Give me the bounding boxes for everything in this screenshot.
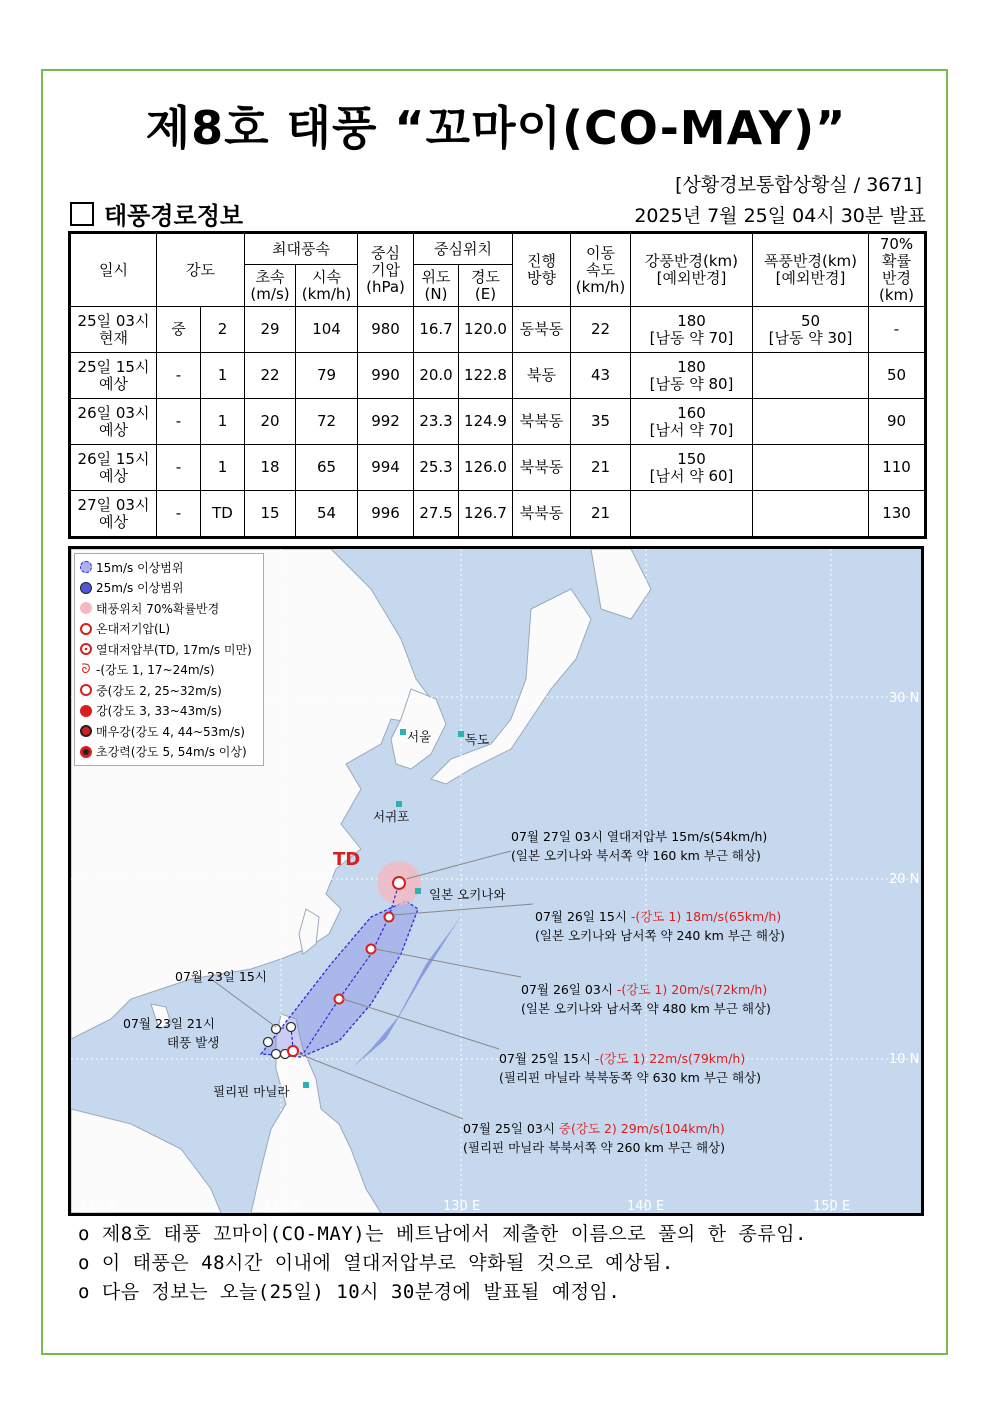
legend-item: 온대저기압(L) [80, 619, 258, 640]
range-15-icon [80, 561, 92, 573]
callout-26-15: 07월 26일 15시 -(강도 1) 18m/s(65km/h) (일본 오키나와 남서쪽 약 240 km 부근 해상) [535, 909, 785, 943]
cell-time: 25일 03시 현재 [70, 307, 157, 353]
cell-speed: 22 [571, 307, 631, 353]
cell-dir: 동북동 [513, 307, 571, 353]
cell-time: 27일 03시 예상 [70, 491, 157, 538]
intensity-2-icon [80, 684, 92, 696]
map-legend [74, 553, 264, 766]
notes [78, 1220, 807, 1307]
cell-level: 1 [201, 445, 245, 491]
cell-dir: 북북동 [513, 491, 571, 538]
header-direction: 진행 방향 [513, 233, 571, 307]
checkbox-icon [70, 202, 94, 226]
cell-strong: 160 [남서 약 70] [631, 399, 753, 445]
typhoon-icon-current [288, 1046, 298, 1056]
cell-speed: 43 [571, 353, 631, 399]
intensity-3-icon [80, 705, 92, 717]
cell-kmh: 65 [296, 445, 358, 491]
cell-strong: 180 [남동 약 80] [631, 353, 753, 399]
past-label-1: 07월 23일 15시 [175, 969, 267, 984]
cell-speed: 21 [571, 491, 631, 538]
legend-item: 열대저압부(TD, 17m/s 미만) [80, 639, 258, 660]
place-manila: 필리핀 마닐라 [213, 1084, 290, 1099]
cell-lat: 20.0 [414, 353, 459, 399]
cell-storm: 50 [남동 약 30] [753, 307, 869, 353]
cell-dir: 북북동 [513, 445, 571, 491]
header-speed: 이동 속도 (km/h) [571, 233, 631, 307]
lon-label-120: 120 E [263, 1199, 301, 1214]
lat-label-10: 10 N [889, 1052, 920, 1067]
note-line: o 제8호 태풍 꼬마이(CO-MAY)는 베트남에서 제출한 이름으로 풀의 한 종류임. [78, 1223, 807, 1245]
note-line: o 이 태풍은 48시간 이내에 열대저압부로 약화될 것으로 예상됨. [78, 1252, 674, 1274]
legend-item: 25m/s 이상범위 [80, 578, 258, 599]
cell-hpa: 980 [358, 307, 414, 353]
issued-time: 2025년 7월 25일 04시 30분 발표 [634, 205, 926, 227]
section-title: 태풍경로정보 [104, 202, 244, 230]
cell-lon: 126.0 [459, 445, 513, 491]
header-position: 중심위치 [414, 233, 513, 265]
callout-26-03: 07월 26일 03시 -(강도 1) 20m/s(72km/h) (일본 오키나와 남서쪽 약 480 km 부근 해상) [521, 982, 771, 1016]
cell-lat: 23.3 [414, 399, 459, 445]
cell-intensity: - [157, 353, 201, 399]
cell-lat: 25.3 [414, 445, 459, 491]
lat-label-30: 30 N [889, 691, 920, 706]
cell-level: 1 [201, 353, 245, 399]
cell-level: 2 [201, 307, 245, 353]
cell-ms: 22 [245, 353, 296, 399]
cell-lon: 122.8 [459, 353, 513, 399]
cell-lat: 16.7 [414, 307, 459, 353]
header-intensity: 강도 [157, 233, 245, 307]
cell-kmh: 54 [296, 491, 358, 538]
cell-lon: 124.9 [459, 399, 513, 445]
cell-time: 25일 15시 예상 [70, 353, 157, 399]
header-strong-radius: 강풍반경(km) [예외반경] [631, 233, 753, 307]
cell-kmh: 72 [296, 399, 358, 445]
cell-prob: - [869, 307, 926, 353]
cell-speed: 35 [571, 399, 631, 445]
typhoon-icon-25-15 [335, 995, 344, 1004]
past-label-2a: 07월 23일 21시 [123, 1016, 215, 1031]
legend-item: 중(강도 2, 25~32m/s) [80, 680, 258, 701]
cell-strong [631, 491, 753, 538]
header-lat: 위도 (N) [414, 265, 459, 307]
cell-kmh: 104 [296, 307, 358, 353]
cell-storm [753, 491, 869, 538]
cell-intensity: - [157, 491, 201, 538]
cell-storm [753, 445, 869, 491]
range-25-icon [80, 582, 92, 594]
cell-dir: 북북동 [513, 399, 571, 445]
cell-lon: 126.7 [459, 491, 513, 538]
lon-label-150: 150 E [813, 1199, 851, 1214]
cell-lon: 120.0 [459, 307, 513, 353]
td-label: TD [333, 849, 361, 870]
intensity-4-icon [80, 725, 92, 737]
legend-item: 태풍위치 70%확률반경 [80, 598, 258, 619]
callout-25-15: 07월 25일 15시 -(강도 1) 22m/s(79km/h) (필리핀 마닐라 북북동쪽 약 630 km 부근 해상) [499, 1051, 761, 1085]
cell-time: 26일 15시 예상 [70, 445, 157, 491]
lat-label-20: 20 N [889, 872, 920, 887]
table-row [70, 399, 926, 445]
cell-hpa: 996 [358, 491, 414, 538]
header-kmh: 시속 (km/h) [296, 265, 358, 307]
header-ms: 초속 (m/s) [245, 265, 296, 307]
extratropical-icon [80, 623, 92, 635]
cell-intensity: - [157, 445, 201, 491]
table-row [70, 491, 926, 538]
cell-prob: 110 [869, 445, 926, 491]
cell-dir: 북동 [513, 353, 571, 399]
legend-item: 초강력(강도 5, 54m/s 이상) [80, 742, 258, 763]
lon-label-140: 140 E [627, 1199, 665, 1214]
cell-intensity: 중 [157, 307, 201, 353]
cell-ms: 18 [245, 445, 296, 491]
note-line: o 다음 정보는 오늘(25일) 10시 30분경에 발표될 예정임. [78, 1281, 621, 1303]
cell-storm [753, 399, 869, 445]
cell-strong: 180 [남동 약 70] [631, 307, 753, 353]
cell-storm [753, 353, 869, 399]
lon-label-110: 110 E [79, 1199, 117, 1214]
table-row [70, 445, 926, 491]
legend-item: ᘐ -(강도 1, 17~24m/s) [81, 661, 215, 678]
table-row [70, 307, 926, 353]
place-dokdo: 독도 [465, 732, 490, 747]
cell-prob: 50 [869, 353, 926, 399]
header-prob: 70% 확률 반경 (km) [869, 233, 926, 307]
header-storm-radius: 폭풍반경(km) [예외반경] [753, 233, 869, 307]
legend-item: 매우강(강도 4, 44~53m/s) [80, 721, 258, 742]
typhoon-table [68, 231, 927, 539]
td-legend-icon [80, 643, 92, 655]
cell-ms: 15 [245, 491, 296, 538]
cell-hpa: 994 [358, 445, 414, 491]
cell-strong: 150 [남서 약 60] [631, 445, 753, 491]
header-time: 일시 [70, 233, 157, 307]
header-max-wind: 최대풍속 [245, 233, 358, 265]
table-row [70, 353, 926, 399]
typhoon-icon-26-15 [385, 913, 394, 922]
cell-hpa: 990 [358, 353, 414, 399]
cell-kmh: 79 [296, 353, 358, 399]
callout-25-03: 07월 25일 03시 중(강도 2) 29m/s(104km/h) (필리핀 마닐라 북북서쪽 약 260 km 부근 해상) [463, 1121, 725, 1155]
callout-27-03: 07월 27일 03시 열대저압부 15m/s(54km/h) (일본 오키나와 북서쪽 약 160 km 부근 해상) [511, 829, 768, 863]
cell-level: TD [201, 491, 245, 538]
probability-icon [80, 602, 92, 614]
cell-ms: 29 [245, 307, 296, 353]
intensity-5-icon [80, 746, 92, 758]
cell-prob: 90 [869, 399, 926, 445]
header-lon: 경도 (E) [459, 265, 513, 307]
cell-level: 1 [201, 399, 245, 445]
cell-lat: 27.5 [414, 491, 459, 538]
cell-time: 26일 03시 예상 [70, 399, 157, 445]
section-heading [70, 196, 243, 231]
cell-intensity: - [157, 399, 201, 445]
header-pressure: 중심 기압 (hPa) [358, 233, 414, 307]
place-seogwipo: 서귀포 [373, 809, 410, 824]
office-label: [상황경보통합상황실 / 3671] [675, 174, 922, 196]
place-okinawa: 일본 오키나와 [429, 887, 506, 902]
typhoon-icon-26-03 [367, 945, 376, 954]
past-label-2b: 태풍 발생 [167, 1035, 220, 1050]
legend-item: 15m/s 이상범위 [80, 557, 258, 578]
legend-item: 강(강도 3, 33~43m/s) [80, 701, 258, 722]
lon-label-130: 130 E [443, 1199, 481, 1214]
place-seoul: 서울 [407, 729, 432, 744]
td-icon [393, 877, 405, 889]
cell-ms: 20 [245, 399, 296, 445]
cell-speed: 21 [571, 445, 631, 491]
intensity-1-icon: ᘐ [81, 661, 91, 677]
page-title: 제8호 태풍 “꼬마이(CO-MAY)” [145, 101, 847, 155]
cell-prob: 130 [869, 491, 926, 538]
cell-hpa: 992 [358, 399, 414, 445]
